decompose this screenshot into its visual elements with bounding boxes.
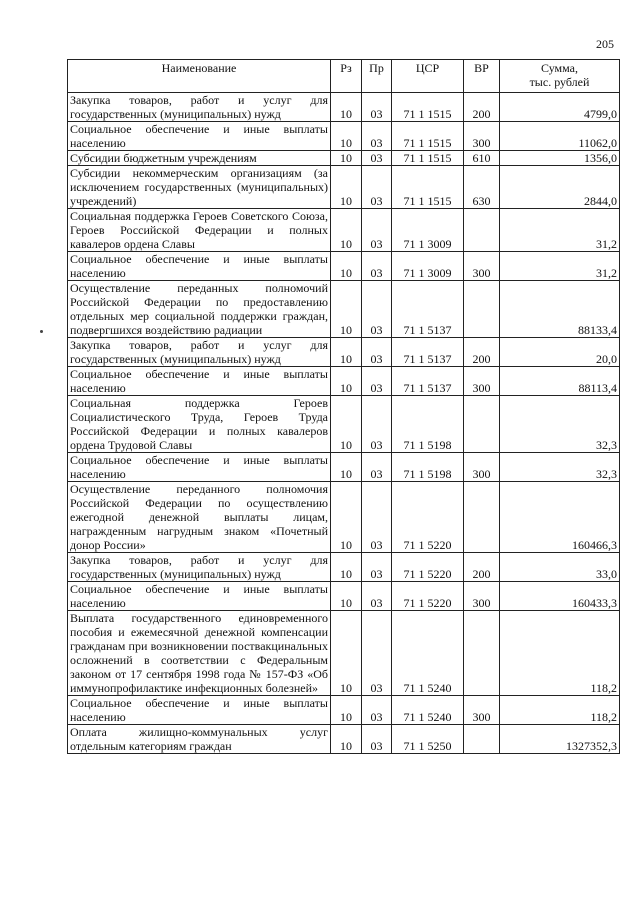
row-pr: 03 [362, 93, 392, 122]
table-row [68, 696, 620, 725]
header-sum-line2: тыс. рублей [529, 75, 590, 89]
row-csr: 71 1 5137 [392, 281, 464, 338]
table-row [68, 151, 620, 166]
row-rz: 10 [331, 396, 362, 453]
row-sum: 118,2 [500, 696, 620, 725]
row-name: Оплата жилищно-коммунальных услуг отдельным категориям граждан [68, 725, 331, 754]
header-sum-line1: Сумма, [541, 61, 578, 75]
row-csr: 71 1 5240 [392, 611, 464, 696]
scan-speck [40, 330, 43, 333]
row-rz: 10 [331, 209, 362, 252]
table-row [68, 252, 620, 281]
row-vr: 610 [464, 151, 500, 166]
table-row [68, 93, 620, 122]
table-row [68, 281, 620, 338]
row-csr: 71 1 5220 [392, 553, 464, 582]
row-csr: 71 1 5137 [392, 367, 464, 396]
row-name: Закупка товаров, работ и услуг для государственных (муниципальных) нужд [68, 553, 331, 582]
row-pr: 03 [362, 338, 392, 367]
row-vr: 630 [464, 166, 500, 209]
row-csr: 71 1 5240 [392, 696, 464, 725]
row-csr: 71 1 1515 [392, 122, 464, 151]
row-rz: 10 [331, 93, 362, 122]
row-sum: 2844,0 [500, 166, 620, 209]
row-pr: 03 [362, 453, 392, 482]
row-vr [464, 725, 500, 754]
row-vr: 300 [464, 582, 500, 611]
row-sum: 118,2 [500, 611, 620, 696]
table-row [68, 122, 620, 151]
row-pr: 03 [362, 396, 392, 453]
row-sum: 32,3 [500, 453, 620, 482]
row-csr: 71 1 5137 [392, 338, 464, 367]
row-rz: 10 [331, 151, 362, 166]
row-csr: 71 1 1515 [392, 151, 464, 166]
row-rz: 10 [331, 553, 362, 582]
row-name: Социальное обеспечение и иные выплаты населению [68, 696, 331, 725]
row-csr: 71 1 5250 [392, 725, 464, 754]
row-csr: 71 1 1515 [392, 93, 464, 122]
row-csr: 71 1 1515 [392, 166, 464, 209]
row-rz: 10 [331, 453, 362, 482]
row-name: Осуществление переданного полномочия Российской Федерации по осуществлению ежегодной денежной выплаты лицам, награжденным нагрудным знаком «Почетный донор России» [68, 482, 331, 553]
row-name: Субсидии некоммерческим организациям (за исключением государственных (муниципальных) учреждений) [68, 166, 331, 209]
row-rz: 10 [331, 338, 362, 367]
row-rz: 10 [331, 725, 362, 754]
header-rz: Рз [331, 60, 362, 93]
table-row [68, 482, 620, 553]
row-sum: 33,0 [500, 553, 620, 582]
table-row [68, 166, 620, 209]
row-csr: 71 1 5220 [392, 582, 464, 611]
row-sum: 1356,0 [500, 151, 620, 166]
row-pr: 03 [362, 725, 392, 754]
row-sum: 88113,4 [500, 367, 620, 396]
row-sum: 32,3 [500, 396, 620, 453]
row-name: Социальное обеспечение и иные выплаты населению [68, 367, 331, 396]
row-csr: 71 1 5220 [392, 482, 464, 553]
table-row [68, 553, 620, 582]
row-csr: 71 1 5198 [392, 453, 464, 482]
row-vr: 300 [464, 453, 500, 482]
header-csr: ЦСР [392, 60, 464, 93]
row-sum: 160466,3 [500, 482, 620, 553]
row-rz: 10 [331, 582, 362, 611]
row-vr: 300 [464, 696, 500, 725]
row-pr: 03 [362, 367, 392, 396]
row-name: Закупка товаров, работ и услуг для государственных (муниципальных) нужд [68, 338, 331, 367]
row-rz: 10 [331, 166, 362, 209]
row-vr: 200 [464, 93, 500, 122]
row-name: Социальное обеспечение и иные выплаты населению [68, 252, 331, 281]
row-sum: 11062,0 [500, 122, 620, 151]
table-row [68, 725, 620, 754]
row-name: Социальное обеспечение и иные выплаты населению [68, 582, 331, 611]
row-pr: 03 [362, 252, 392, 281]
row-sum: 31,2 [500, 252, 620, 281]
table-row [68, 396, 620, 453]
row-sum: 4799,0 [500, 93, 620, 122]
row-vr [464, 482, 500, 553]
row-rz: 10 [331, 611, 362, 696]
row-name: Субсидии бюджетным учреждениям [68, 151, 331, 166]
row-rz: 10 [331, 482, 362, 553]
row-vr: 300 [464, 122, 500, 151]
header-vr: ВР [464, 60, 500, 93]
table-row [68, 367, 620, 396]
row-vr [464, 209, 500, 252]
row-pr: 03 [362, 582, 392, 611]
row-pr: 03 [362, 209, 392, 252]
row-sum: 160433,3 [500, 582, 620, 611]
row-sum: 20,0 [500, 338, 620, 367]
row-vr: 300 [464, 252, 500, 281]
row-name: Социальная поддержка Героев Социалистического Труда, Героев Труда Российской Федерации и полных кавалеров ордена Трудовой Славы [68, 396, 331, 453]
row-pr: 03 [362, 151, 392, 166]
row-vr: 200 [464, 553, 500, 582]
row-name: Социальное обеспечение и иные выплаты населению [68, 453, 331, 482]
table-row [68, 453, 620, 482]
row-rz: 10 [331, 367, 362, 396]
header-sum [500, 60, 620, 93]
row-pr: 03 [362, 281, 392, 338]
row-pr: 03 [362, 553, 392, 582]
header-row [68, 60, 620, 93]
row-rz: 10 [331, 696, 362, 725]
row-csr: 71 1 3009 [392, 209, 464, 252]
row-sum: 1327352,3 [500, 725, 620, 754]
row-name: Выплата государственного единовременного пособия и ежемесячной денежной компенсации гражданам при возникновении поствакцинальных осложнений в соответствии с Федеральным законом от 17 сентября 1998 года № 157-ФЗ «Об иммунопрофилактике инфекционных болезней» [68, 611, 331, 696]
header-name: Наименование [68, 60, 331, 93]
row-name: Социальное обеспечение и иные выплаты населению [68, 122, 331, 151]
row-csr: 71 1 3009 [392, 252, 464, 281]
row-name: Закупка товаров, работ и услуг для государственных (муниципальных) нужд [68, 93, 331, 122]
row-vr: 300 [464, 367, 500, 396]
row-pr: 03 [362, 482, 392, 553]
row-vr [464, 281, 500, 338]
row-vr [464, 611, 500, 696]
row-pr: 03 [362, 611, 392, 696]
table-row [68, 611, 620, 696]
row-vr [464, 396, 500, 453]
row-rz: 10 [331, 122, 362, 151]
row-rz: 10 [331, 252, 362, 281]
row-sum: 31,2 [500, 209, 620, 252]
row-csr: 71 1 5198 [392, 396, 464, 453]
row-name: Социальная поддержка Героев Советского Союза, Героев Российской Федерации и полных кавалеров ордена Славы [68, 209, 331, 252]
table-row [68, 209, 620, 252]
row-vr: 200 [464, 338, 500, 367]
header-pr: Пр [362, 60, 392, 93]
page-number: 205 [596, 37, 614, 51]
row-pr: 03 [362, 696, 392, 725]
table-row [68, 582, 620, 611]
table-row [68, 338, 620, 367]
budget-table [67, 59, 620, 754]
row-sum: 88133,4 [500, 281, 620, 338]
row-name: Осуществление переданных полномочий Российской Федерации по предоставлению отдельных мер социальной поддержки граждан, подвергшихся воздействию радиации [68, 281, 331, 338]
row-pr: 03 [362, 122, 392, 151]
row-pr: 03 [362, 166, 392, 209]
row-rz: 10 [331, 281, 362, 338]
